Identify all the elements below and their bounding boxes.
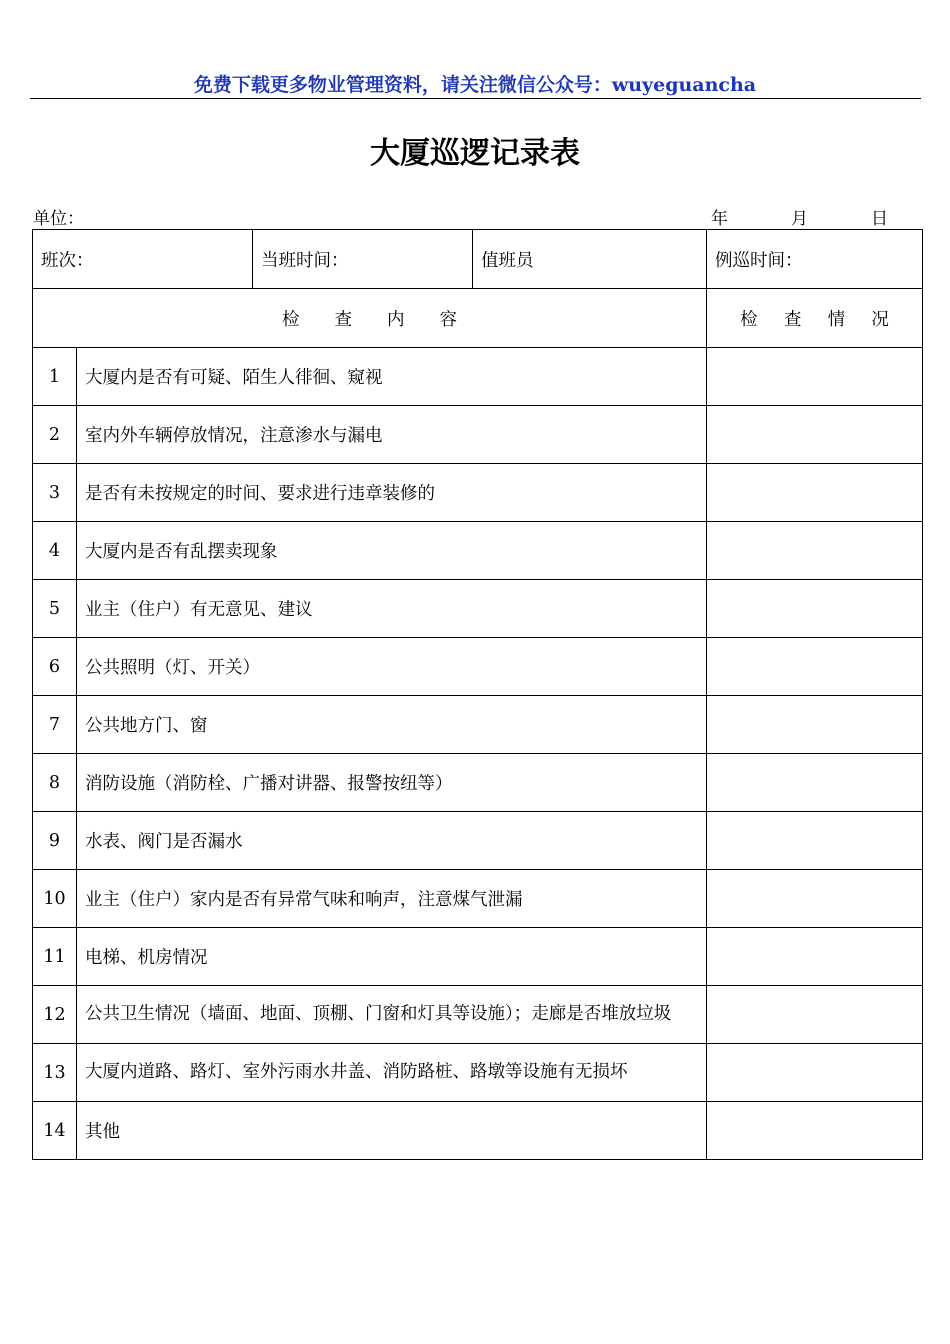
status-column-header <box>707 289 923 348</box>
item-status-cell[interactable] <box>707 522 923 580</box>
item-number: 11 <box>33 928 77 986</box>
status-header-char: 情 <box>827 309 846 330</box>
content-header-char: 容 <box>439 309 457 330</box>
item-status-cell[interactable] <box>707 464 923 522</box>
page-title: 大厦巡逻记录表 <box>370 136 580 171</box>
item-status-cell[interactable] <box>707 696 923 754</box>
content-column-header <box>33 289 707 348</box>
item-content: 大厦内是否有可疑、陌生人徘徊、窥视 <box>77 348 707 406</box>
content-header-char: 查 <box>334 309 352 330</box>
table-row <box>33 812 923 870</box>
item-content: 电梯、机房情况 <box>77 928 707 986</box>
item-status-cell[interactable] <box>707 406 923 464</box>
item-status-cell[interactable] <box>707 580 923 638</box>
table-row <box>33 928 923 986</box>
item-number: 10 <box>33 870 77 928</box>
item-number: 14 <box>33 1102 77 1160</box>
item-content: 业主（住户）有无意见、建议 <box>77 580 707 638</box>
status-header-char: 检 <box>740 309 758 330</box>
patrol-record-table <box>32 229 923 1160</box>
content-header-char: 检 <box>282 309 300 330</box>
banner-divider <box>30 98 921 99</box>
content-header-char: 内 <box>387 309 405 330</box>
item-status-cell[interactable] <box>707 754 923 812</box>
item-status-cell[interactable] <box>707 1044 923 1102</box>
status-header-char: 况 <box>871 309 889 330</box>
item-content: 水表、阀门是否漏水 <box>77 812 707 870</box>
table-row <box>33 348 923 406</box>
item-number: 8 <box>33 754 77 812</box>
status-header-char: 查 <box>783 309 802 330</box>
column-header-row <box>33 289 923 348</box>
table-row <box>33 870 923 928</box>
item-number: 6 <box>33 638 77 696</box>
item-content: 室内外车辆停放情况，注意渗水与漏电 <box>77 406 707 464</box>
promo-banner: 免费下载更多物业管理资料，请关注微信公众号：wuyeguancha <box>193 74 757 96</box>
date-day-label: 日 <box>871 209 888 229</box>
item-content: 公共照明（灯、开关） <box>77 638 707 696</box>
item-status-cell[interactable] <box>707 928 923 986</box>
item-content: 大厦内是否有乱摆卖现象 <box>77 522 707 580</box>
item-status-cell[interactable] <box>707 812 923 870</box>
item-number: 13 <box>33 1044 77 1102</box>
item-number: 9 <box>33 812 77 870</box>
table-row <box>33 638 923 696</box>
item-content: 其他 <box>77 1102 707 1160</box>
item-content: 消防设施（消防栓、广播对讲器、报警按纽等） <box>77 754 707 812</box>
item-content: 公共卫生情况（墙面、地面、顶棚、门窗和灯具等设施）；走廊是否堆放垃圾 <box>77 986 707 1044</box>
table-row <box>33 754 923 812</box>
table-row <box>33 1102 923 1160</box>
item-number: 7 <box>33 696 77 754</box>
unit-label: 单位： <box>33 209 84 229</box>
item-content: 是否有未按规定的时间、要求进行违章装修的 <box>77 464 707 522</box>
patrol-time-cell: 例巡时间： <box>707 230 923 289</box>
item-number: 1 <box>33 348 77 406</box>
date-month-label: 月 <box>791 209 808 229</box>
table-row <box>33 696 923 754</box>
item-status-cell[interactable] <box>707 638 923 696</box>
table-row <box>33 406 923 464</box>
date-year-label: 年 <box>711 209 728 229</box>
shift-cell: 班次： <box>33 230 253 289</box>
item-status-cell[interactable] <box>707 986 923 1044</box>
item-number: 12 <box>33 986 77 1044</box>
on-duty-cell: 值班员 <box>473 230 707 289</box>
table-row <box>33 986 923 1044</box>
item-status-cell[interactable] <box>707 1102 923 1160</box>
item-number: 5 <box>33 580 77 638</box>
item-number: 3 <box>33 464 77 522</box>
item-content: 大厦内道路、路灯、室外污雨水井盖、消防路桩、路墩等设施有无损坏 <box>77 1044 707 1102</box>
table-row <box>33 464 923 522</box>
table-row <box>33 522 923 580</box>
shift-time-cell: 当班时间： <box>253 230 473 289</box>
item-status-cell[interactable] <box>707 870 923 928</box>
item-content: 公共地方门、窗 <box>77 696 707 754</box>
item-number: 2 <box>33 406 77 464</box>
item-status-cell[interactable] <box>707 348 923 406</box>
table-row <box>33 1044 923 1102</box>
item-number: 4 <box>33 522 77 580</box>
item-content: 业主（住户）家内是否有异常气味和响声，注意煤气泄漏 <box>77 870 707 928</box>
shift-info-row <box>33 230 923 289</box>
table-row <box>33 580 923 638</box>
